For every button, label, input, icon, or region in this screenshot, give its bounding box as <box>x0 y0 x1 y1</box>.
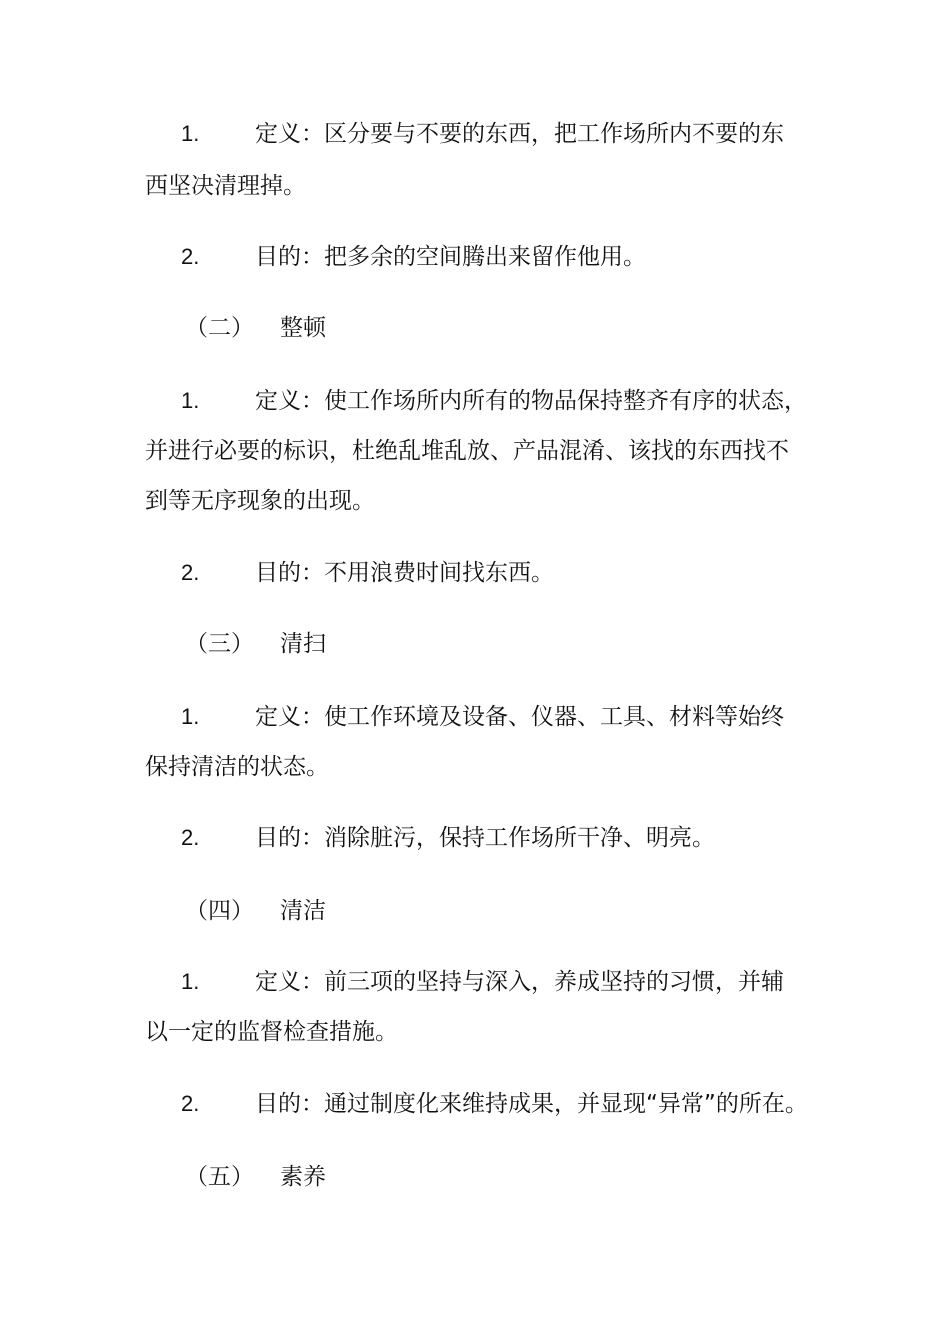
item-text-continuation: 保持清洁的状态。 <box>145 754 329 780</box>
item-number: 2. <box>181 560 200 585</box>
section-number: （二） <box>185 315 254 341</box>
section-number: （三） <box>185 631 254 657</box>
item-number: 1. <box>181 969 200 994</box>
item-text: 定义：区分要与不要的东西，把工作场所内不要的东 <box>255 121 784 147</box>
item-text: 定义：使工作环境及设备、仪器、工具、材料等始终 <box>255 704 784 730</box>
section-number: （四） <box>185 898 254 924</box>
item-text: 定义：使工作场所内所有的物品保持整齐有序的状态， <box>255 388 807 414</box>
section-number: （五） <box>185 1164 254 1190</box>
item-number: 1. <box>181 704 200 729</box>
section-title: 素养 <box>280 1164 326 1190</box>
item-text-continuation: 到等无序现象的出现。 <box>145 488 375 514</box>
section-title: 清洁 <box>280 898 326 924</box>
section-title: 整顿 <box>280 315 326 341</box>
item-text: 目的：不用浪费时间找东西。 <box>255 560 554 586</box>
item-number: 1. <box>181 121 200 146</box>
item-number: 2. <box>181 825 200 850</box>
item-text: 目的：通过制度化来维持成果，并显现“异常”的所在。 <box>255 1091 808 1117</box>
item-number: 1. <box>181 388 200 413</box>
item-text: 目的：把多余的空间腾出来留作他用。 <box>255 244 646 270</box>
item-text: 定义：前三项的坚持与深入，养成坚持的习惯，并辅 <box>255 969 784 995</box>
item-text-continuation: 西坚决清理掉。 <box>145 173 306 199</box>
item-number: 2. <box>181 1091 200 1116</box>
section-title: 清扫 <box>280 631 326 657</box>
item-number: 2. <box>181 244 200 269</box>
item-text-continuation: 并进行必要的标识，杜绝乱堆乱放、产品混淆、该找的东西找不 <box>145 438 789 464</box>
item-text-continuation: 以一定的监督检查措施。 <box>145 1019 398 1045</box>
item-text: 目的：消除脏污，保持工作场所干净、明亮。 <box>255 825 715 851</box>
